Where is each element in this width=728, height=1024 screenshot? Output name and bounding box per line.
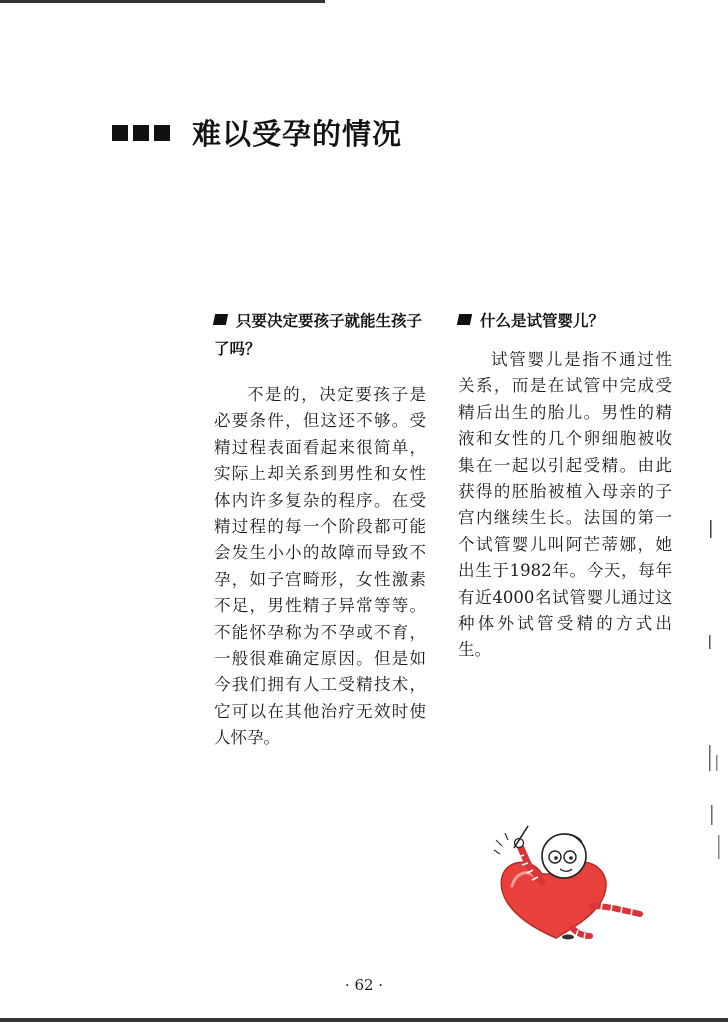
section-body: 不是的，决定要孩子是必要条件，但这还不够。受精过程表面看起来很简单，实际上却关系到男性和女性体内许多复杂的程序。在受精过程的每一个阶段都可能会发生小小的故障而导致不孕，如子宫畸形，女性激素不足，男性精子异常等等。不能怀孕称为不孕或不育，一般很难确定原因。但是如今我们拥有人工受精技术，它可以在其他治疗无效时使人怀孕。: [214, 385, 426, 748]
page-number: · 62 ·: [344, 976, 384, 994]
chapter-title: [112, 112, 402, 153]
section-heading: [458, 307, 672, 335]
top-rule: [0, 0, 325, 3]
section-heading-text: 什么是试管婴儿？: [480, 312, 605, 330]
section-heading-text: 只要决定要孩子就能生孩子了吗？: [214, 312, 423, 358]
bullet-square-icon: [213, 314, 228, 325]
scan-edge-marks: [706, 515, 724, 875]
chapter-title-text: 难以受孕的情况: [192, 117, 403, 151]
section-right: [458, 307, 672, 664]
section-left: [214, 307, 426, 752]
section-heading: [214, 307, 426, 363]
bottom-rule: [0, 1018, 728, 1022]
striped-tail: [592, 906, 640, 914]
egg-character-illustration: [472, 824, 652, 940]
bullet-square-icon: [457, 314, 472, 325]
title-squares-icon: [112, 125, 170, 141]
section-body: 试管婴儿是指不通过性关系，而是在试管中完成受精后出生的胎儿。男性的精液和女性的几个卵细胞被收集在一起以引起受精。由此获得的胚胎被植入母亲的子宫内继续生长。法国的第一个试管婴儿叫阿芒蒂娜，她出生于1982年。今天，每年有近4000名试管婴儿通过这种体外试管受精的方式出生。: [458, 350, 672, 660]
